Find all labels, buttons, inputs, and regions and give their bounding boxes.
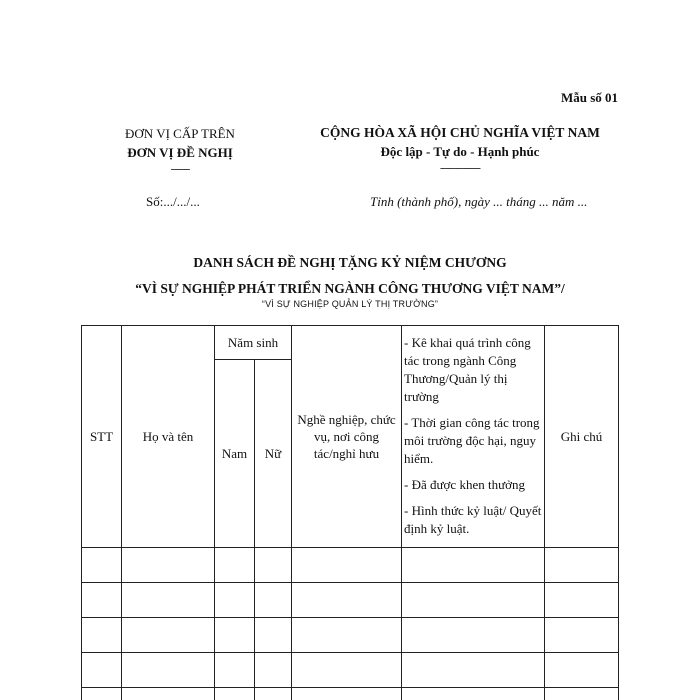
national-motto: Độc lập - Tự do - Hạnh phúc — [380, 144, 540, 159]
header-remarks: Ghi chú — [545, 326, 619, 548]
table-cell — [255, 688, 292, 700]
table-cell — [215, 653, 255, 688]
proposing-unit: ĐƠN VỊ ĐỀ NGHỊ — [127, 145, 233, 160]
header-occupation: Nghề nghiệp, chức vụ, nơi công tác/nghỉ hưu — [292, 326, 402, 548]
header-birth-year: Năm sinh — [215, 326, 292, 360]
table-cell — [402, 618, 545, 653]
header-male: Nam — [215, 360, 255, 548]
work-history-item: - Kê khai quá trình công tác trong ngành Công Thương/Quản lý thị trường — [404, 335, 531, 404]
country-name: CỘNG HÒA XÃ HỘI CHỦ NGHĨA VIỆT NAM — [320, 125, 600, 140]
table-cell — [292, 618, 402, 653]
table-cell — [82, 688, 122, 700]
table-cell — [255, 583, 292, 618]
hazard-item: - Thời gian công tác trong môi trường độc hại, nguy hiểm. — [404, 415, 540, 466]
table-row — [82, 548, 619, 583]
table-cell — [122, 653, 215, 688]
table-cell — [255, 653, 292, 688]
table-body — [82, 548, 619, 700]
header-stt: STT — [82, 326, 122, 548]
header-female: Nữ — [255, 360, 292, 548]
table-cell — [82, 548, 122, 583]
table-cell — [215, 548, 255, 583]
table-cell — [545, 618, 619, 653]
medal-name-secondary: “VÌ SỰ NGHIỆP QUẢN LÝ THỊ TRƯỜNG” — [261, 299, 439, 309]
table-cell — [402, 548, 545, 583]
nominee-table — [81, 325, 619, 700]
national-header — [290, 123, 630, 175]
table-cell — [122, 583, 215, 618]
table-cell — [122, 548, 215, 583]
table-row — [82, 688, 619, 700]
table-cell — [402, 653, 545, 688]
table-cell — [82, 583, 122, 618]
table-row — [82, 618, 619, 653]
table-cell — [545, 583, 619, 618]
medal-name-primary: “VÌ SỰ NGHIỆP PHÁT TRIỂN NGÀNH CÔNG THƯƠNG VIỆT NAM”/ — [135, 281, 565, 296]
table-cell — [82, 653, 122, 688]
place-and-date: Tỉnh (thành phố), ngày ... tháng ... năm ... — [370, 194, 588, 209]
document-title: DANH SÁCH ĐỀ NGHỊ TẶNG KỶ NIỆM CHƯƠNG — [193, 255, 507, 270]
table-cell — [292, 548, 402, 583]
table-cell — [292, 653, 402, 688]
table-cell — [255, 548, 292, 583]
awards-item: - Đã được khen thưởng — [404, 477, 525, 492]
right-separator: --------------- — [440, 162, 480, 174]
table-cell — [402, 688, 545, 700]
table-cell — [292, 583, 402, 618]
table-cell — [292, 688, 402, 700]
table-cell — [82, 618, 122, 653]
table-cell — [122, 688, 215, 700]
header-work-history — [402, 326, 545, 548]
table-row — [82, 583, 619, 618]
discipline-item: - Hình thức kỷ luật/ Quyết định kỷ luật. — [404, 503, 542, 536]
table-cell — [545, 653, 619, 688]
document-number: Số:.../.../... — [146, 194, 200, 209]
issuing-unit-header — [110, 124, 250, 176]
table-row — [82, 653, 619, 688]
form-number: Mẫu số 01 — [560, 90, 618, 105]
superior-unit: ĐƠN VỊ CẤP TRÊN — [125, 126, 235, 141]
table-cell — [215, 583, 255, 618]
table-cell — [545, 688, 619, 700]
table-cell — [545, 548, 619, 583]
header-full-name: Họ và tên — [122, 326, 215, 548]
table-cell — [122, 618, 215, 653]
table-cell — [215, 618, 255, 653]
table-cell — [402, 583, 545, 618]
table-cell — [215, 688, 255, 700]
left-separator: ------- — [170, 163, 190, 175]
table-cell — [255, 618, 292, 653]
